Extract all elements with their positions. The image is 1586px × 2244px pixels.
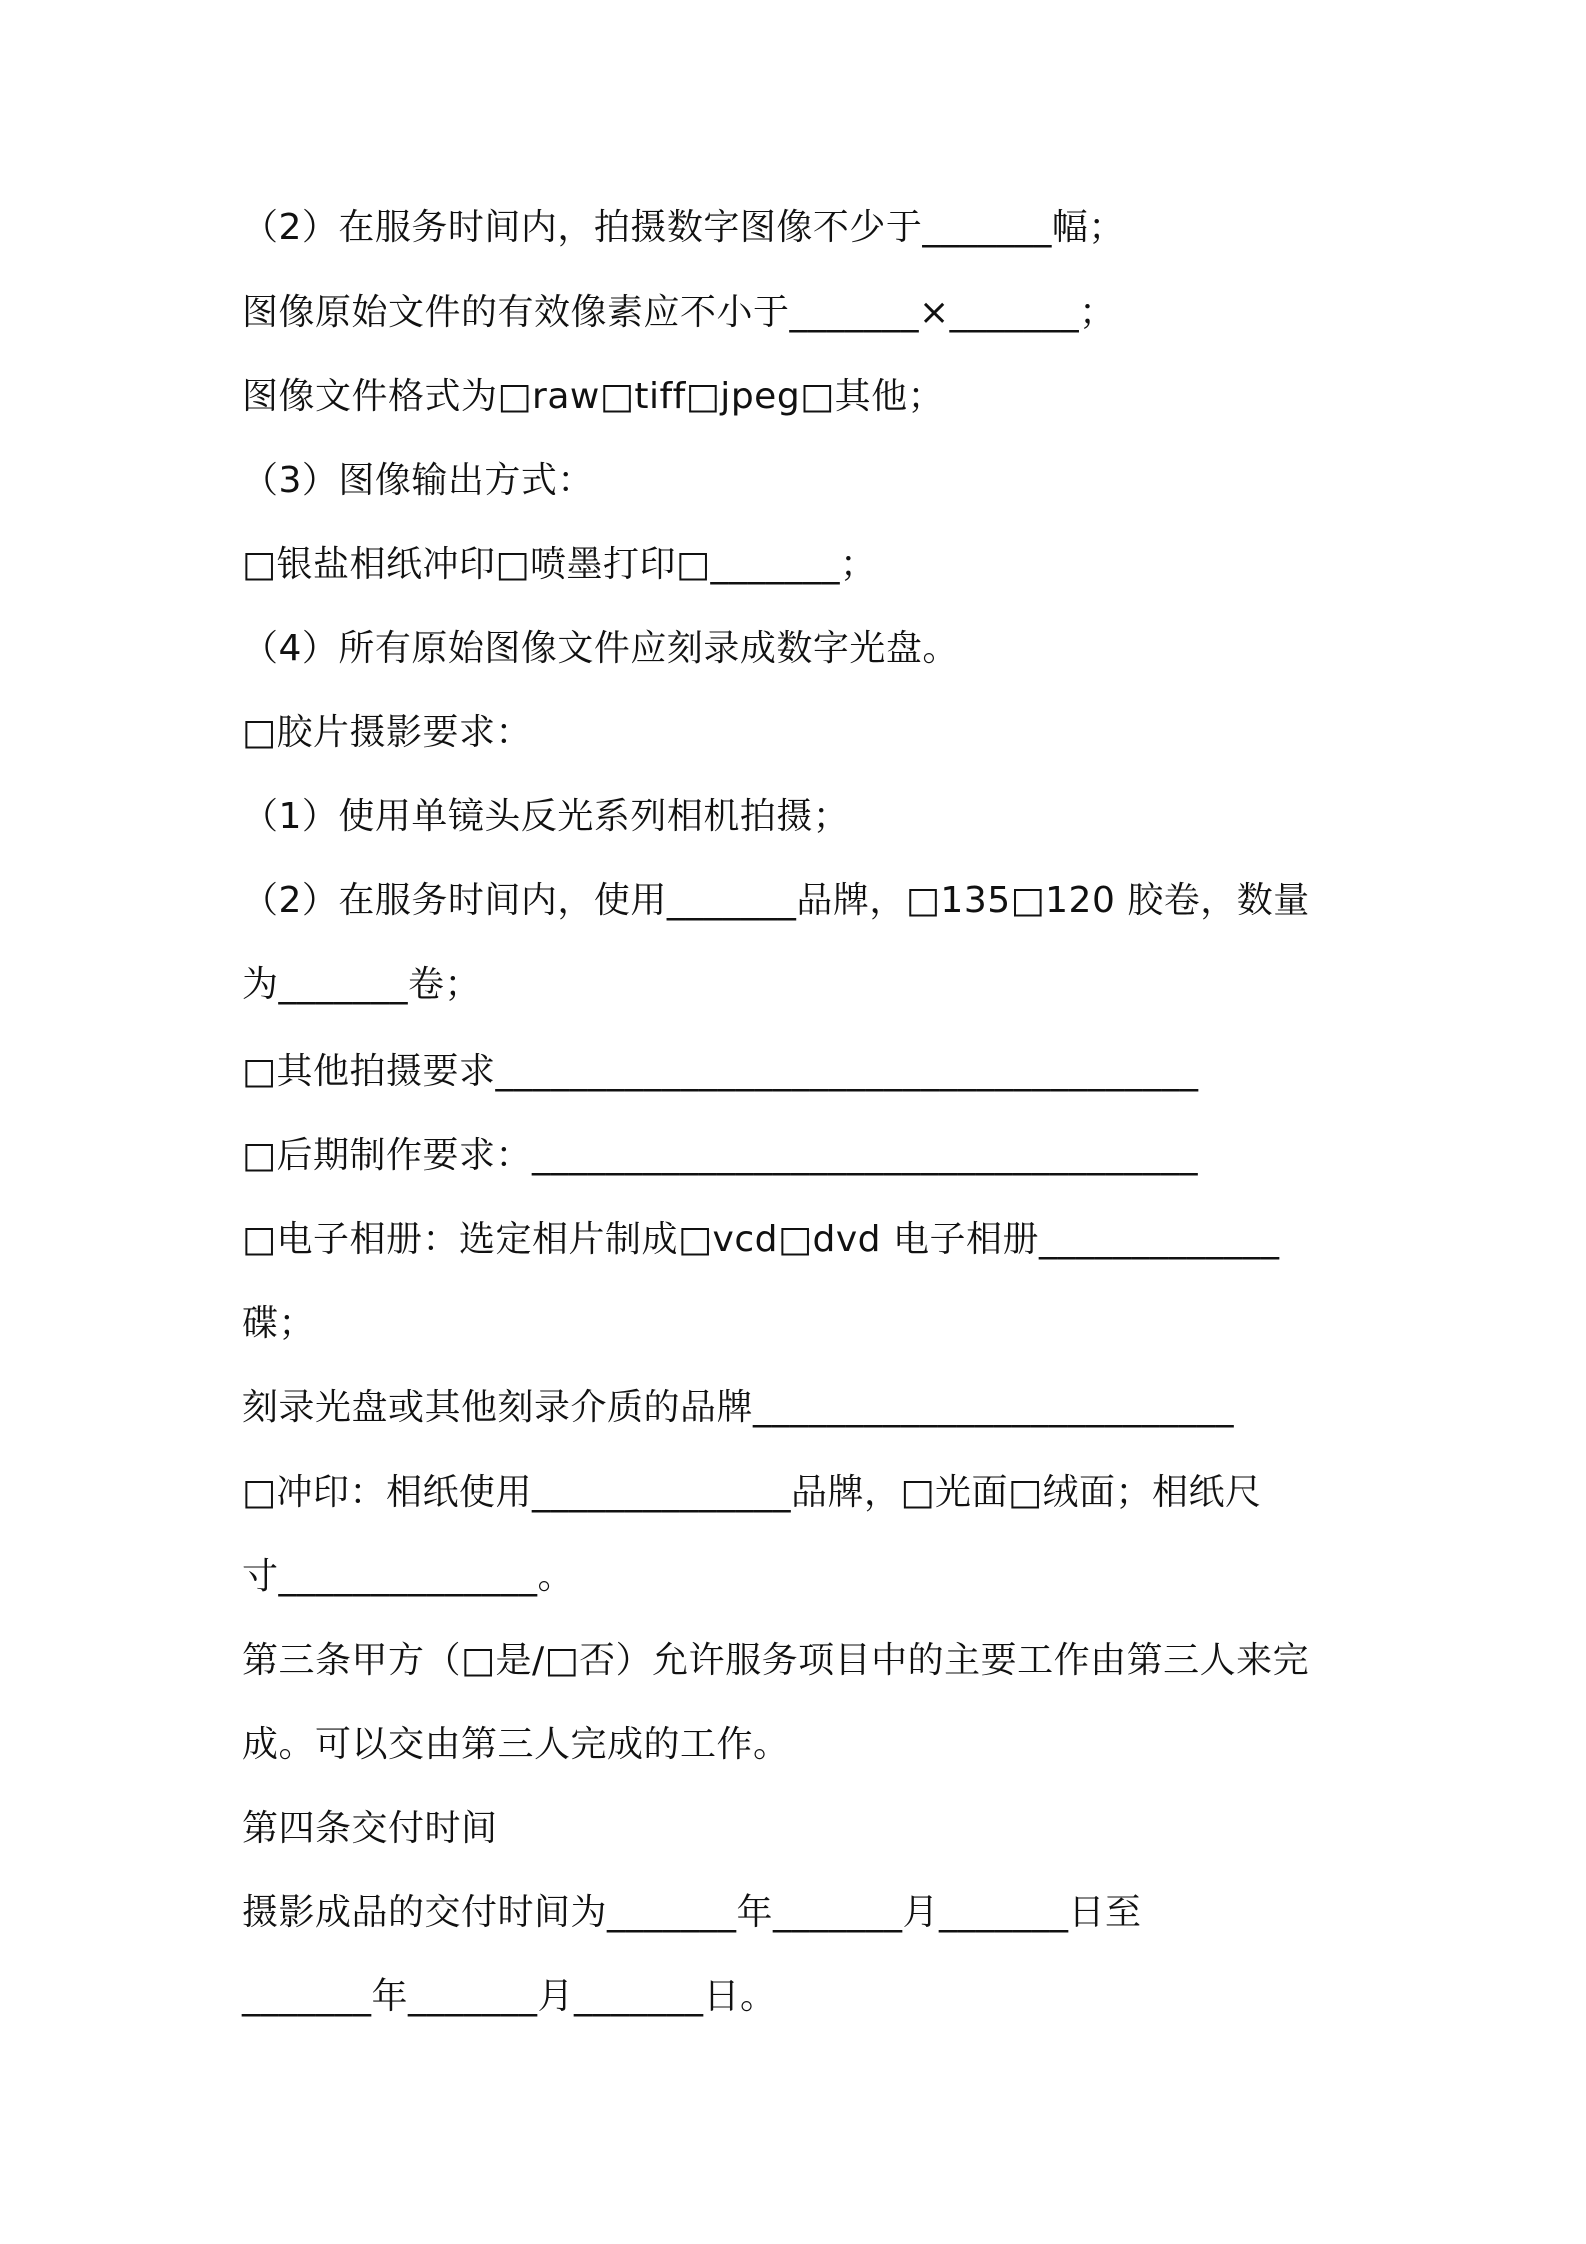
text-line: □胶片摄影要求： [242, 712, 533, 753]
text-line: □银盐相纸冲印□喷墨打印□_______； [242, 544, 877, 585]
text-line: 第三条甲方（□是/□否）允许服务项目中的主要工作由第三人来完 [242, 1640, 1310, 1681]
text-line: （2）在服务时间内，拍摄数字图像不少于_______幅； [242, 207, 1125, 248]
text-line: □后期制作要求：____________________________________ [242, 1135, 1199, 1176]
text-line: □冲印：相纸使用______________品牌，□光面□绒面；相纸尺 [242, 1472, 1262, 1513]
text-line: □其他拍摄要求______________________________________ [242, 1051, 1199, 1092]
text-line: 刻录光盘或其他刻录介质的品牌__________________________ [242, 1387, 1235, 1428]
text-line: 第四条交付时间 [242, 1808, 498, 1849]
text-line: （4）所有原始图像文件应刻录成数字光盘。 [242, 628, 959, 669]
text-line: 为_______卷； [242, 964, 482, 1005]
text-line: 摄影成品的交付时间为_______年_______月_______日至 [242, 1892, 1142, 1933]
text-line: （2）在服务时间内，使用_______品牌，□135□120 胶卷，数量 [242, 880, 1310, 921]
text-line: 图像文件格式为□raw□tiff□jpeg□其他； [242, 376, 945, 417]
text-line: □电子相册：选定相片制成□vcd□dvd 电子相册_____________ [242, 1219, 1280, 1260]
text-line: _______年_______月_______日。 [242, 1976, 777, 2017]
text-line: 成。可以交由第三人完成的工作。 [242, 1724, 790, 1765]
text-line: （1）使用单镜头反光系列相机拍摄； [242, 796, 850, 837]
text-line: 寸______________。 [242, 1556, 574, 1597]
text-line: （3）图像输出方式： [242, 460, 594, 501]
text-line: 碟； [242, 1303, 316, 1344]
text-line: 图像原始文件的有效像素应不小于_______×_______； [242, 292, 1116, 333]
